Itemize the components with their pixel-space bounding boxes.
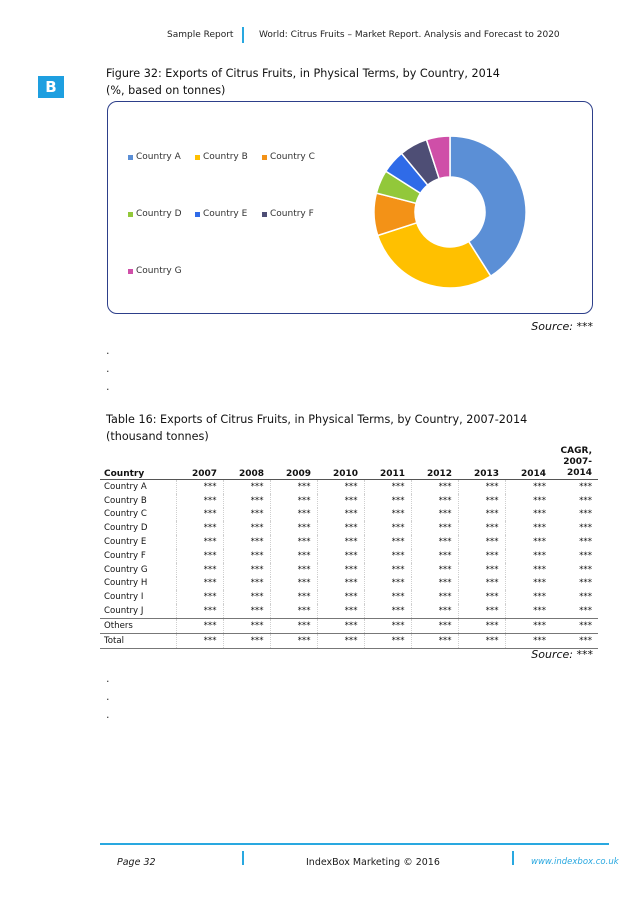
cell-value: ***	[458, 494, 505, 508]
table-source: Source: ***	[531, 648, 593, 661]
ellipsis-dot: .	[106, 344, 110, 357]
cell-value: ***	[458, 633, 505, 648]
cell-value: ***	[270, 494, 317, 508]
cell-value: ***	[411, 563, 458, 577]
footer-divider	[512, 851, 514, 865]
cell-value: ***	[176, 618, 223, 633]
cell-value: ***	[270, 633, 317, 648]
row-label: Country A	[104, 481, 147, 492]
cell-value: ***	[223, 508, 270, 522]
cell-value: ***	[317, 480, 364, 494]
cell-value: ***	[364, 508, 411, 522]
table-row	[100, 535, 598, 549]
cell-value: ***	[270, 563, 317, 577]
ellipsis-dot: .	[106, 708, 110, 721]
cell-value: ***	[364, 577, 411, 591]
cell-value: ***	[411, 508, 458, 522]
cell-value: ***	[317, 508, 364, 522]
legend-swatch	[262, 155, 267, 160]
legend-swatch	[128, 269, 133, 274]
table-row	[100, 494, 598, 508]
header-year: 2007	[191, 469, 217, 479]
table-row	[100, 618, 598, 633]
cell-value: ***	[579, 564, 592, 575]
legend-item-c: Country C	[262, 152, 315, 162]
row-label: Country C	[104, 509, 147, 520]
cell-value: ***	[411, 480, 458, 494]
row-label: Country F	[104, 550, 146, 561]
cell-value: ***	[579, 550, 592, 561]
cell-value: ***	[317, 633, 364, 648]
header-year: 2013	[473, 469, 499, 479]
cell-value: ***	[579, 495, 592, 506]
legend-item-e: Country E	[195, 209, 247, 219]
cell-value: ***	[364, 535, 411, 549]
row-label: Total	[104, 635, 125, 646]
header-right: World: Citrus Fruits – Market Report. Analysis and Forecast to 2020	[259, 30, 560, 40]
cell-value: ***	[317, 563, 364, 577]
brand-logo: B	[38, 76, 64, 98]
cell-value: ***	[505, 549, 552, 563]
table-row	[100, 590, 598, 604]
cell-value: ***	[364, 590, 411, 604]
header-year: 2014	[520, 469, 546, 479]
cell-value: ***	[317, 590, 364, 604]
cell-value: ***	[579, 509, 592, 520]
cell-value: ***	[364, 521, 411, 535]
cell-value: ***	[364, 618, 411, 633]
cell-value: ***	[579, 592, 592, 603]
cell-value: ***	[579, 606, 592, 617]
row-label: Country J	[104, 606, 144, 617]
legend-swatch	[262, 212, 267, 217]
cell-value: ***	[317, 618, 364, 633]
cell-value: ***	[579, 635, 592, 646]
table-row	[100, 508, 598, 522]
cell-value: ***	[458, 549, 505, 563]
legend-item-g: Country G	[128, 266, 182, 276]
header-left: Sample Report	[167, 30, 234, 40]
cell-value: ***	[223, 633, 270, 648]
cell-value: ***	[411, 494, 458, 508]
cell-value: ***	[458, 604, 505, 618]
cell-value: ***	[505, 480, 552, 494]
cell-value: ***	[579, 578, 592, 589]
table-row	[100, 480, 598, 494]
figure-title: Figure 32: Exports of Citrus Fruits, in Physical Terms, by Country, 2014	[106, 67, 500, 80]
cell-value: ***	[223, 494, 270, 508]
cell-value: ***	[270, 480, 317, 494]
cell-value: ***	[176, 604, 223, 618]
cell-value: ***	[176, 508, 223, 522]
legend-item-b: Country B	[195, 152, 248, 162]
cell-value: ***	[223, 480, 270, 494]
cell-value: ***	[505, 633, 552, 648]
cell-value: ***	[505, 618, 552, 633]
cell-value: ***	[505, 590, 552, 604]
cell-value: ***	[458, 618, 505, 633]
footer-website[interactable]: www.indexbox.co.uk	[531, 857, 619, 867]
legend-item-a: Country A	[128, 152, 181, 162]
table-row	[100, 521, 598, 535]
cell-value: ***	[579, 620, 592, 631]
ellipsis-dot: .	[106, 672, 110, 685]
cell-value: ***	[176, 590, 223, 604]
exports-table	[100, 446, 598, 649]
row-label: Country B	[104, 495, 147, 506]
cell-value: ***	[317, 577, 364, 591]
table-row	[100, 549, 598, 563]
cell-value: ***	[223, 563, 270, 577]
header-divider	[242, 27, 244, 43]
cell-value: ***	[176, 577, 223, 591]
cell-value: ***	[579, 523, 592, 534]
cell-value: ***	[317, 549, 364, 563]
cell-value: ***	[458, 590, 505, 604]
cell-value: ***	[176, 521, 223, 535]
cell-value: ***	[364, 494, 411, 508]
cell-value: ***	[317, 521, 364, 535]
legend-swatch	[195, 212, 200, 217]
footer-copyright: IndexBox Marketing © 2016	[306, 857, 440, 868]
cell-value: ***	[505, 535, 552, 549]
cell-value: ***	[411, 633, 458, 648]
cell-value: ***	[458, 521, 505, 535]
cell-value: ***	[505, 508, 552, 522]
footer-rule	[100, 843, 609, 845]
cell-value: ***	[223, 604, 270, 618]
ellipsis-dot: .	[106, 380, 110, 393]
ellipsis-dot: .	[106, 690, 110, 703]
cell-value: ***	[411, 549, 458, 563]
ellipsis-dot: .	[106, 362, 110, 375]
table-row	[100, 633, 598, 648]
cell-value: ***	[411, 535, 458, 549]
table-row	[100, 577, 598, 591]
cell-value: ***	[411, 577, 458, 591]
cell-value: ***	[458, 480, 505, 494]
cell-value: ***	[317, 535, 364, 549]
cell-value: ***	[223, 549, 270, 563]
cell-value: ***	[270, 577, 317, 591]
cell-value: ***	[270, 590, 317, 604]
cell-value: ***	[223, 577, 270, 591]
row-label: Country G	[104, 564, 148, 575]
cell-value: ***	[505, 521, 552, 535]
legend-swatch	[128, 155, 133, 160]
cell-value: ***	[270, 521, 317, 535]
header-year: 2008	[238, 469, 264, 479]
donut-slice-country-b	[378, 223, 491, 288]
cell-value: ***	[364, 480, 411, 494]
row-label: Country D	[104, 523, 148, 534]
legend-item-f: Country F	[262, 209, 314, 219]
footer-divider	[242, 851, 244, 865]
table-title: Table 16: Exports of Citrus Fruits, in Physical Terms, by Country, 2007-2014	[106, 413, 528, 426]
cell-value: ***	[176, 633, 223, 648]
cell-value: ***	[176, 494, 223, 508]
table-row	[100, 604, 598, 618]
cell-value: ***	[458, 577, 505, 591]
cell-value: ***	[411, 590, 458, 604]
row-label: Country E	[104, 537, 147, 548]
header-year: 2012	[426, 469, 452, 479]
page-number: Page 32	[117, 857, 156, 868]
cell-value: ***	[317, 604, 364, 618]
cell-value: ***	[411, 521, 458, 535]
cell-value: ***	[579, 537, 592, 548]
cell-value: ***	[364, 604, 411, 618]
legend-item-d: Country D	[128, 209, 182, 219]
table-row	[100, 563, 598, 577]
cell-value: ***	[223, 590, 270, 604]
cell-value: ***	[458, 535, 505, 549]
cell-value: ***	[270, 549, 317, 563]
row-label: Country I	[104, 592, 144, 603]
header-year: 2011	[379, 469, 405, 479]
cell-value: ***	[505, 563, 552, 577]
cell-value: ***	[176, 563, 223, 577]
cell-value: ***	[176, 480, 223, 494]
cell-value: ***	[176, 549, 223, 563]
figure-source: Source: ***	[531, 320, 593, 333]
cell-value: ***	[411, 618, 458, 633]
cell-value: ***	[458, 563, 505, 577]
cell-value: ***	[270, 604, 317, 618]
cell-value: ***	[579, 481, 592, 492]
row-label: Others	[104, 620, 133, 631]
header-year: 2009	[285, 469, 311, 479]
table-header-row	[100, 446, 598, 480]
cell-value: ***	[364, 563, 411, 577]
figure-subtitle: (%, based on tonnes)	[106, 84, 226, 97]
cell-value: ***	[223, 535, 270, 549]
legend-swatch	[195, 155, 200, 160]
row-label: Country H	[104, 578, 148, 589]
cell-value: ***	[270, 535, 317, 549]
legend-swatch	[128, 212, 133, 217]
cell-value: ***	[364, 549, 411, 563]
cell-value: ***	[505, 577, 552, 591]
donut-chart	[370, 132, 530, 292]
cell-value: ***	[505, 494, 552, 508]
cell-value: ***	[270, 508, 317, 522]
cell-value: ***	[505, 604, 552, 618]
cell-value: ***	[458, 508, 505, 522]
table-subtitle: (thousand tonnes)	[106, 430, 209, 443]
cell-value: ***	[223, 521, 270, 535]
header-cagr: CAGR, 2007-2014	[560, 446, 592, 478]
cell-value: ***	[270, 618, 317, 633]
cell-value: ***	[364, 633, 411, 648]
cell-value: ***	[411, 604, 458, 618]
cell-value: ***	[176, 535, 223, 549]
header-year: 2010	[332, 469, 358, 479]
cell-value: ***	[223, 618, 270, 633]
cell-value: ***	[317, 494, 364, 508]
header-country: Country	[104, 469, 145, 479]
